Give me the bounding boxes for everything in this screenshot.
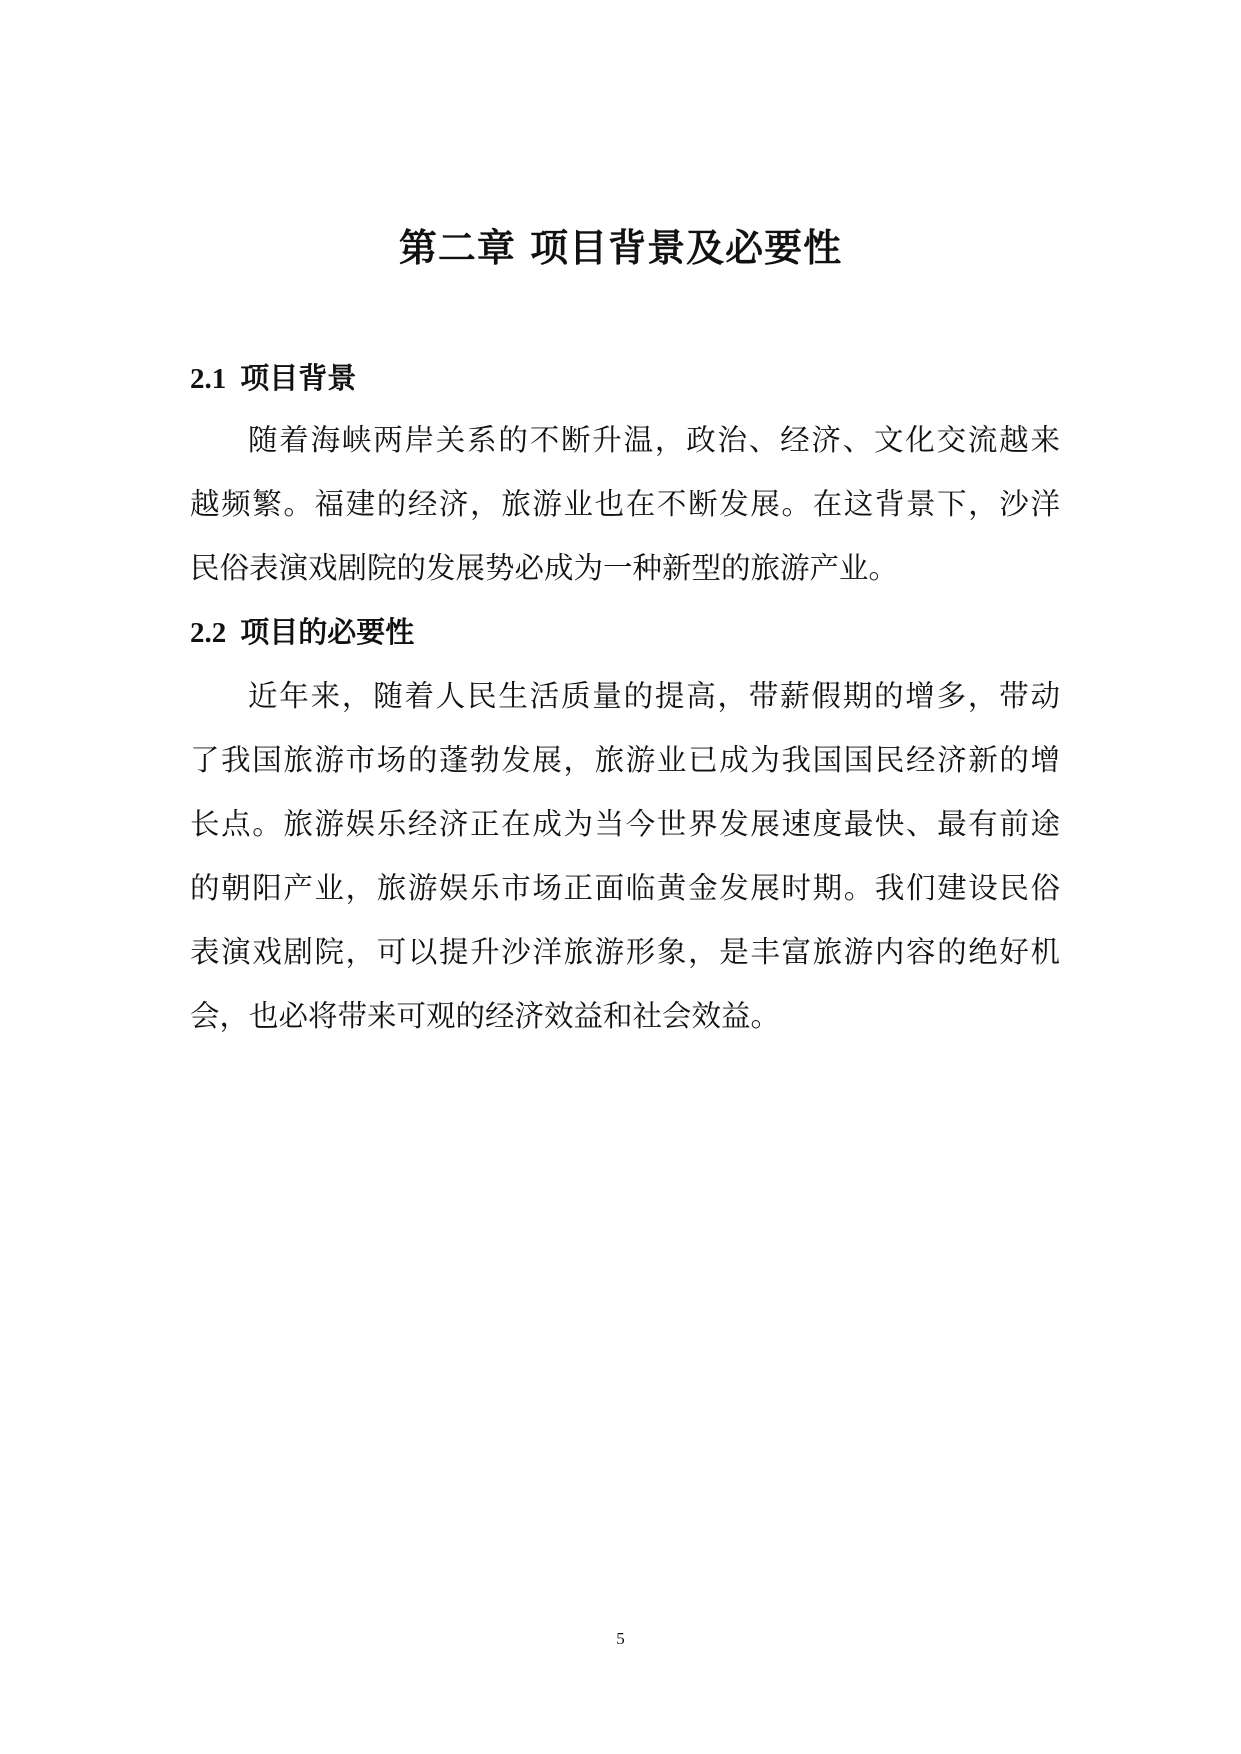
paragraph-line: 越频繁。福建的经济，旅游业也在不断发展。在这背景下，沙洋 [190, 487, 1060, 521]
section-title: 项目的必要性 [240, 615, 415, 649]
chapter-title: 第二章 项目背景及必要性 [398, 225, 843, 270]
paragraph-line: 了我国旅游市场的蓬勃发展，旅游业已成为我国国民经济新的增 [190, 743, 1060, 777]
section-number: 2.1 [190, 363, 227, 395]
paragraph-line: 会，也必将带来可观的经济效益和社会效益。 [190, 999, 781, 1033]
section-heading-2-1 [190, 358, 356, 399]
paragraph-line: 长点。旅游娱乐经济正在成为当今世界发展速度最快、最有前途 [190, 807, 1060, 841]
paragraph-line: 近年来，随着人民生活质量的提高，带薪假期的增多，带动 [248, 679, 1060, 713]
paragraph-line: 的朝阳产业，旅游娱乐市场正面临黄金发展时期。我们建设民俗 [190, 871, 1060, 905]
section-title: 项目背景 [240, 361, 357, 395]
page-number: 5 [616, 1629, 625, 1648]
paragraph-line: 表演戏剧院，可以提升沙洋旅游形象，是丰富旅游内容的绝好机 [190, 935, 1060, 969]
section-heading-2-2 [190, 612, 414, 653]
section-number: 2.2 [190, 617, 227, 649]
paragraph-line: 随着海峡两岸关系的不断升温，政治、经济、文化交流越来 [248, 423, 1060, 457]
paragraph-line: 民俗表演戏剧院的发展势必成为一种新型的旅游产业。 [190, 551, 899, 585]
